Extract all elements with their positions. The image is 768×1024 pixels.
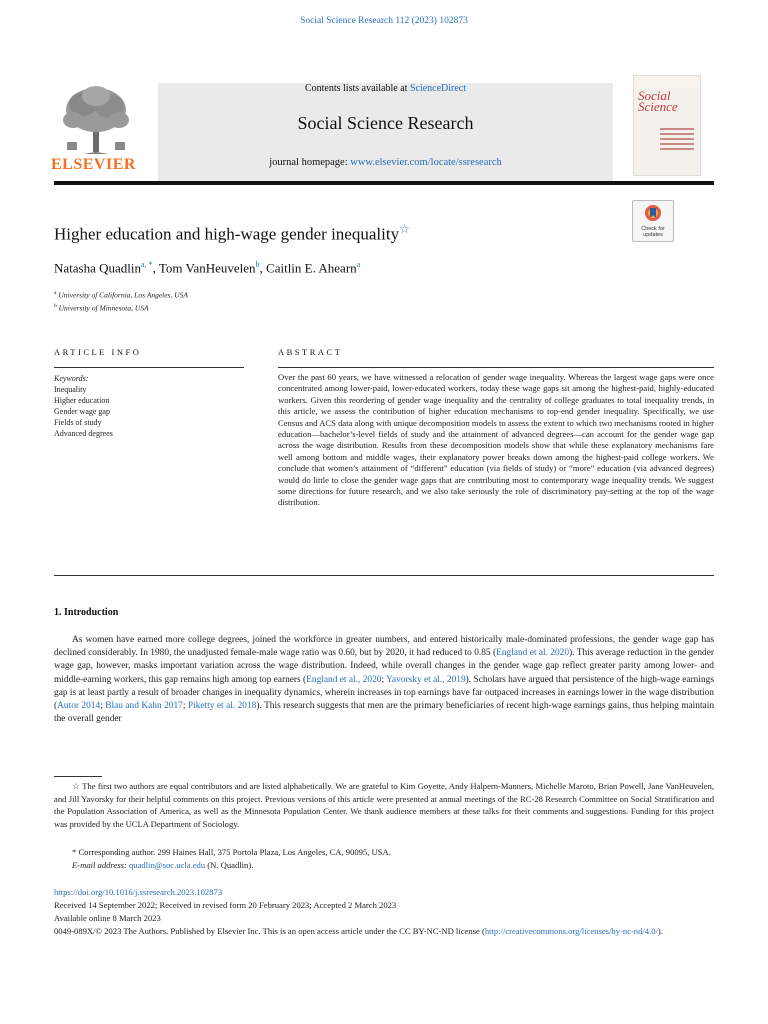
article-info-rule [54, 367, 244, 368]
keywords-list [54, 373, 113, 439]
cover-title: Social Science [638, 88, 678, 114]
keywords-label: Keywords: [54, 374, 89, 383]
bookmark-badge-icon [644, 204, 662, 224]
citation-link[interactable]: Yavorsky et al., 2019 [386, 674, 466, 685]
journal-cover-thumbnail[interactable] [633, 75, 701, 176]
doi-link[interactable]: https://doi.org/10.1016/j.ssresearch.2023.102873 [54, 887, 223, 897]
footnote-mark: ☆ [72, 781, 80, 791]
check-for-updates-button[interactable] [632, 200, 674, 242]
citation-link[interactable]: Autor 2014 [57, 701, 101, 712]
intro-text-segment: ). This average reduction in the gender wage gap, however, masks important variation across the wage distribution. Indeed, while overall changes in the gender wage gap reflect greater parity among lower- and middle-earning workers, this gap remains high among top earners ( [54, 648, 715, 685]
author-affil-mark[interactable]: b [255, 260, 260, 269]
abstract-bottom-rule [54, 575, 714, 576]
corresponding-author-note [54, 846, 714, 871]
citation-link[interactable]: England et al., 2020 [306, 674, 382, 685]
email-line [72, 859, 714, 872]
author-affil-mark[interactable]: a [356, 260, 361, 269]
keyword-item: Gender wage gap [54, 407, 110, 416]
affiliation-text: University of Minnesota, USA [58, 303, 149, 312]
introduction-heading: 1. Introduction [54, 607, 119, 618]
affiliation-mark: a [54, 290, 57, 296]
available-online-date: Available online 8 March 2023 [54, 913, 161, 923]
email-label: E-mail address: [72, 859, 129, 870]
footnote-rule [54, 776, 102, 777]
cover-text-lines [660, 128, 694, 153]
citation-link[interactable]: Piketty et al. 2018 [187, 701, 257, 712]
article-title-text: Higher education and high-wage gender inequality [54, 224, 400, 244]
email-suffix: (N. Quadlin). [205, 859, 254, 870]
author-affil-mark[interactable]: a, * [141, 260, 153, 269]
elsevier-wordmark: ELSEVIER [51, 156, 136, 173]
contents-prefix: Contents lists available at [304, 83, 410, 94]
keyword-item: Inequality [54, 385, 87, 394]
author-name[interactable]: Tom VanHeuvelen [158, 260, 256, 276]
homepage-prefix: journal homepage: [269, 157, 351, 168]
contents-line [158, 83, 613, 94]
homepage-link[interactable]: www.elsevier.com/locate/ssresearch [350, 157, 502, 168]
header-rule [54, 181, 714, 185]
corresponding-author-text: * Corresponding author. 299 Haines Hall, 375 Portola Plaza, Los Angeles, CA, 90095, USA. [72, 847, 391, 857]
affiliation-item [54, 288, 188, 301]
citation-separator: ; [182, 701, 188, 712]
abstract-rule [278, 367, 714, 368]
keyword-item: Advanced degrees [54, 429, 113, 438]
affiliation-mark: b [54, 302, 57, 309]
email-link[interactable]: quadlin@soc.ucla.edu [128, 859, 206, 870]
footnote-text: The first two authors are equal contributors and are listed alphabetically. We are grateful to Kim Goyette, Andy Halpern-Manners, Michelle Maroto, Brian Powell, Jane VanHeuvelen, and Jill Yavorsky for their helpful comments on this project. Previous versions of this article were presented at annual meetings of the RC-28 Research Committee on Social Stratification and the Population Association of America, as well as the Minnesota Population Center. We thank audience members at these talks for their comments and suggestions. Funding for this project was provided by the UCLA Department of Sociology. [54, 781, 714, 829]
license-link[interactable]: http://creativecommons.org/licenses/by-nc-nd/4.0/ [484, 926, 658, 936]
intro-text-segment: ). This research suggests that men are the primary beneficiaries of recent high-wage earnings gains, thus helping maintain the overall gender [54, 701, 715, 725]
title-footnote-mark[interactable]: ☆ [399, 222, 410, 236]
affiliation-text: University of California, Los Angeles, USA [58, 290, 188, 300]
abstract-text: Over the past 60 years, we have witnessed a relocation of gender wage inequality. Whereas the largest wage gaps were once concentrated among lower-paid, lower-educated workers, today these wage gaps sit among the highest-paid, highly-educated workers. Given this reordering of gender wage inequality and the centrality of college graduates to total inequality trends, in this article, we assess the contribution of higher education mechanisms to top-end gender inequality. Specifically, we use Census and ACS data along with unique decomposition models to assess the extent to which two mechanisms rooted in higher education—bachelor’s-level fields of study and the attainment of advanced degrees—can account for the gender wage gap across the wage distribution. Results from these decomposition models show that while these explanatory mechanisms fare well among bottom and middle wages, their explanatory power breaks down among the highest-paid college workers. We conclude that women’s attainment of “different” education (via fields of study) or “more” education (via advanced degrees) would do little to close the gender wage gaps that are contributing most to contemporary wage inequality trends. We suggest some directions for future research, and we also take seriously the role of discriminatory pay-setting at the top of the wage distribution. [278, 372, 714, 508]
sciencedirect-link[interactable]: ScienceDirect [409, 83, 467, 94]
license-statement [54, 925, 714, 938]
affiliation-item [54, 301, 188, 314]
article-info-heading: ARTICLE INFO [54, 347, 142, 357]
license-text: 0049-089X/© 2023 The Authors. Published by Elsevier Inc. This is an open access article under the CC BY-NC-ND license ( [54, 926, 485, 936]
journal-homepage [158, 157, 613, 168]
article-title [54, 222, 410, 245]
author-name[interactable]: Natasha Quadlin [54, 260, 142, 276]
author-name[interactable]: Caitlin E. Ahearn [266, 260, 357, 276]
affiliations [54, 288, 188, 313]
citation-link[interactable]: Blau and Kahn 2017 [105, 701, 183, 712]
author-list: Natasha Quadlin$^{a, *}$, Tom VanHeuvelen$^b$, Caitlin E. Ahearn$^a$ [54, 260, 361, 276]
intro-text-segment: As women have earned more college degrees, joined the workforce in greater numbers, and entered historically male-dominated professions, the gender wage gap has declined considerably. In 1980, the unadjusted female-male wage ratio was 0.60, but by 2020, it had reduced to 0.85 ( [54, 635, 714, 659]
intro-text-segment: ). Scholars have argued that persistence of the high-wage earnings gap is at least partly a result of broader changes in inequality dynamics, wherein increases in top earnings have far outpaced increases in earnings lower in the wage distribution ( [54, 674, 715, 712]
citation-separator: ; [381, 674, 387, 685]
abstract-heading: ABSTRACT [278, 347, 343, 357]
keyword-item: Higher education [54, 396, 110, 405]
citation-link[interactable]: England et al. 2020 [496, 648, 570, 659]
cover-band [634, 76, 700, 88]
license-suffix: ). [657, 926, 663, 936]
check-updates-label: Check for updates [641, 226, 665, 238]
journal-title: Social Science Research [297, 113, 474, 133]
footnote-star [54, 780, 714, 830]
received-dates: Received 14 September 2022; Received in revised form 20 February 2023; Accepted 2 March 2023 [54, 900, 397, 910]
introduction-paragraph [54, 634, 714, 726]
journal-reference[interactable]: Social Science Research 112 (2023) 102873 [300, 16, 468, 26]
keyword-item: Fields of study [54, 418, 102, 427]
citation-separator: ; [100, 701, 106, 712]
